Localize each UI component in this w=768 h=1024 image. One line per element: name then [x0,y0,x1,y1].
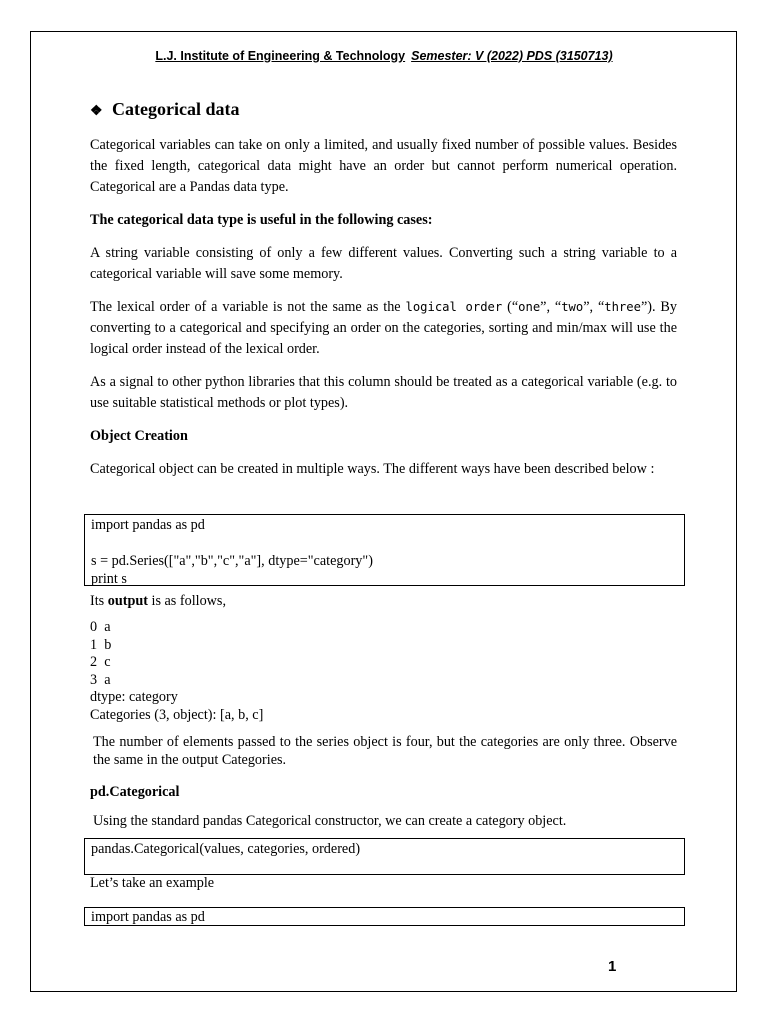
output-line: dtype: category [90,689,178,706]
code-line: import pandas as pd [91,517,205,533]
code-block-import [84,907,685,926]
output-listing [90,619,263,725]
logical-order-code: logical order [405,300,503,314]
semester-info: Semester: V (2022) PDS (3150713) [411,49,613,63]
case-2-text-start: The lexical order of a variable is not the same as the [90,299,406,315]
example-text: Let’s take an example [90,875,215,891]
intro-paragraph: Categorical variables can take on only a limited, and usually fixed number of possible values. Besides the fixed length, categorical data might have an order but cannot perform numerical operation. Categorical are a Pandas data type. [90,137,677,195]
case-3-paragraph: As a signal to other python libraries that this column should be treated as a categorical variable (e.g. to use suitable statistical methods or plot types). [90,374,677,411]
code-line: s = pd.Series(["a","b","c","a"], dtype="category") [91,553,373,569]
case-2-punct-4: ”). [640,299,661,315]
page-header [0,49,768,63]
output-intro-end: is as follows, [147,593,226,609]
useful-heading: The categorical data type is useful in the following cases: [90,212,433,228]
institute-name: L.J. Institute of Engineering & Technology [155,49,406,63]
one-code: one [518,300,541,314]
object-creation-heading: Object Creation [90,428,188,444]
output-line: 1 b [90,636,112,653]
output-bold-word: output [107,593,148,609]
two-code: two [561,300,584,314]
case-2-punct-2: ”, “ [540,299,562,315]
case-1-paragraph: A string variable consisting of only a few different values. Converting such a string variable to a categorical variable will save some memory. [90,245,677,282]
section-title-text: Categorical data [112,99,240,119]
code-line: import pandas as pd [91,909,205,925]
output-note: The number of elements passed to the series object is four, but the categories are only three. Observe the same in the output Categories. [93,734,677,768]
code-line: pandas.Categorical(values, categories, ordered) [91,841,361,857]
object-creation-text: Categorical object can be created in multiple ways. The different ways have been described below : [90,461,655,477]
pd-categorical-heading: pd.Categorical [90,784,180,800]
pd-categorical-text: Using the standard pandas Categorical constructor, we can create a category object. [93,813,567,829]
output-line: 0 a [90,619,111,635]
case-2-paragraph [90,297,677,360]
section-title [90,99,239,120]
three-code: three [604,300,641,314]
code-line: print s [91,571,127,587]
output-intro-start: Its [90,593,108,609]
case-2-punct-3: ”, “ [583,299,605,315]
diamond-bullet-icon: ❖ [90,104,103,119]
code-block-series [84,514,685,586]
output-line: Categories (3, object): [a, b, c] [90,706,264,723]
case-2-punct-1: (“ [502,299,519,315]
code-block-constructor [84,838,685,875]
page-number: 1 [608,958,617,975]
output-intro [90,591,677,612]
case-2-text-end: By converting to a categorical and specifying an order on the categories, sorting and min/max will use the logical order instead of the lexical order. [90,299,677,357]
output-line: 3 a [90,671,111,688]
output-line: 2 c [90,654,111,671]
